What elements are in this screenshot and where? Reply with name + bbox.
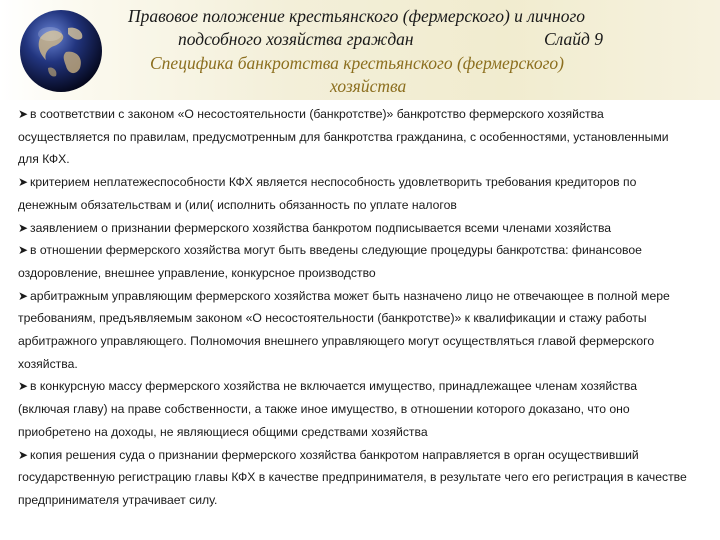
list-item	[18, 239, 690, 284]
subtitle-line-2: хозяйства	[330, 76, 407, 96]
list-item	[18, 103, 690, 171]
arrow-bullet-icon: ➤	[18, 447, 29, 462]
arrow-bullet-icon: ➤	[18, 288, 29, 303]
list-item-text: критерием неплатежеспособности КФХ является неспособность удовлетворить требования кредиторов по денежным обязательствам и (или( исполнить обязанность по уплате налогов	[18, 175, 637, 212]
page-title-line-2: подсобного хозяйства граждан	[178, 29, 414, 49]
list-item	[18, 375, 690, 443]
list-item-text: в отношении фермерского хозяйства могут быть введены следующие процедуры банкротства: финансовое оздоровление, внешнее управление, конкурсное производство	[18, 243, 642, 280]
arrow-bullet-icon: ➤	[18, 220, 29, 235]
arrow-bullet-icon: ➤	[18, 107, 29, 121]
list-item	[18, 217, 690, 240]
list-item	[18, 444, 690, 512]
list-item-text: арбитражным управляющим фермерского хозяйства может быть назначено лицо не отвечающее в полной мере требованиям, предъявляемым законом «О несостоятельности (банкротстве)» к квалификации и стажу работы арбитражного управляющего. Полномочия внешнего управляющего могут осуществляться главой фермерского хозяйства.	[18, 288, 670, 371]
slide-number: Слайд 9	[544, 29, 603, 49]
page-title-line-1: Правовое положение крестьянского (фермерского) и личного	[128, 6, 586, 26]
list-item	[18, 171, 690, 216]
arrow-bullet-icon: ➤	[18, 243, 29, 258]
arrow-bullet-icon: ➤	[18, 379, 29, 394]
globe-icon	[18, 8, 104, 94]
list-item	[18, 285, 690, 376]
list-item-text: копия решения суда о признании фермерского хозяйства банкротом направляется в орган осуществивший государственную регистрацию главы КФХ в качестве предпринимателя, в результате чего его регистрация в качестве предпринимателя утрачивает силу.	[18, 447, 687, 507]
list-item-text: заявлением о признании фермерского хозяйства банкротом подписывается всеми членами хозяйства	[30, 220, 612, 235]
list-item-text: в соответствии с законом «О несостоятельности (банкротстве)» банкротство фермерского хозяйства осуществляется по правилам, предусмотренным для банкротства гражданина, с особенностями, установленными для КФХ.	[18, 107, 669, 167]
bullet-list	[18, 103, 690, 512]
subtitle-line-1: Специфика банкротства крестьянского (фермерского)	[150, 53, 564, 73]
arrow-bullet-icon: ➤	[18, 175, 29, 190]
list-item-text: в конкурсную массу фермерского хозяйства не включается имущество, принадлежащее членам хозяйства (включая главу) на праве собственности, а также иное имущество, в отношении которого доказано, что оно приобретено на доходы, не являющиеся общими средствами хозяйства	[18, 379, 637, 439]
